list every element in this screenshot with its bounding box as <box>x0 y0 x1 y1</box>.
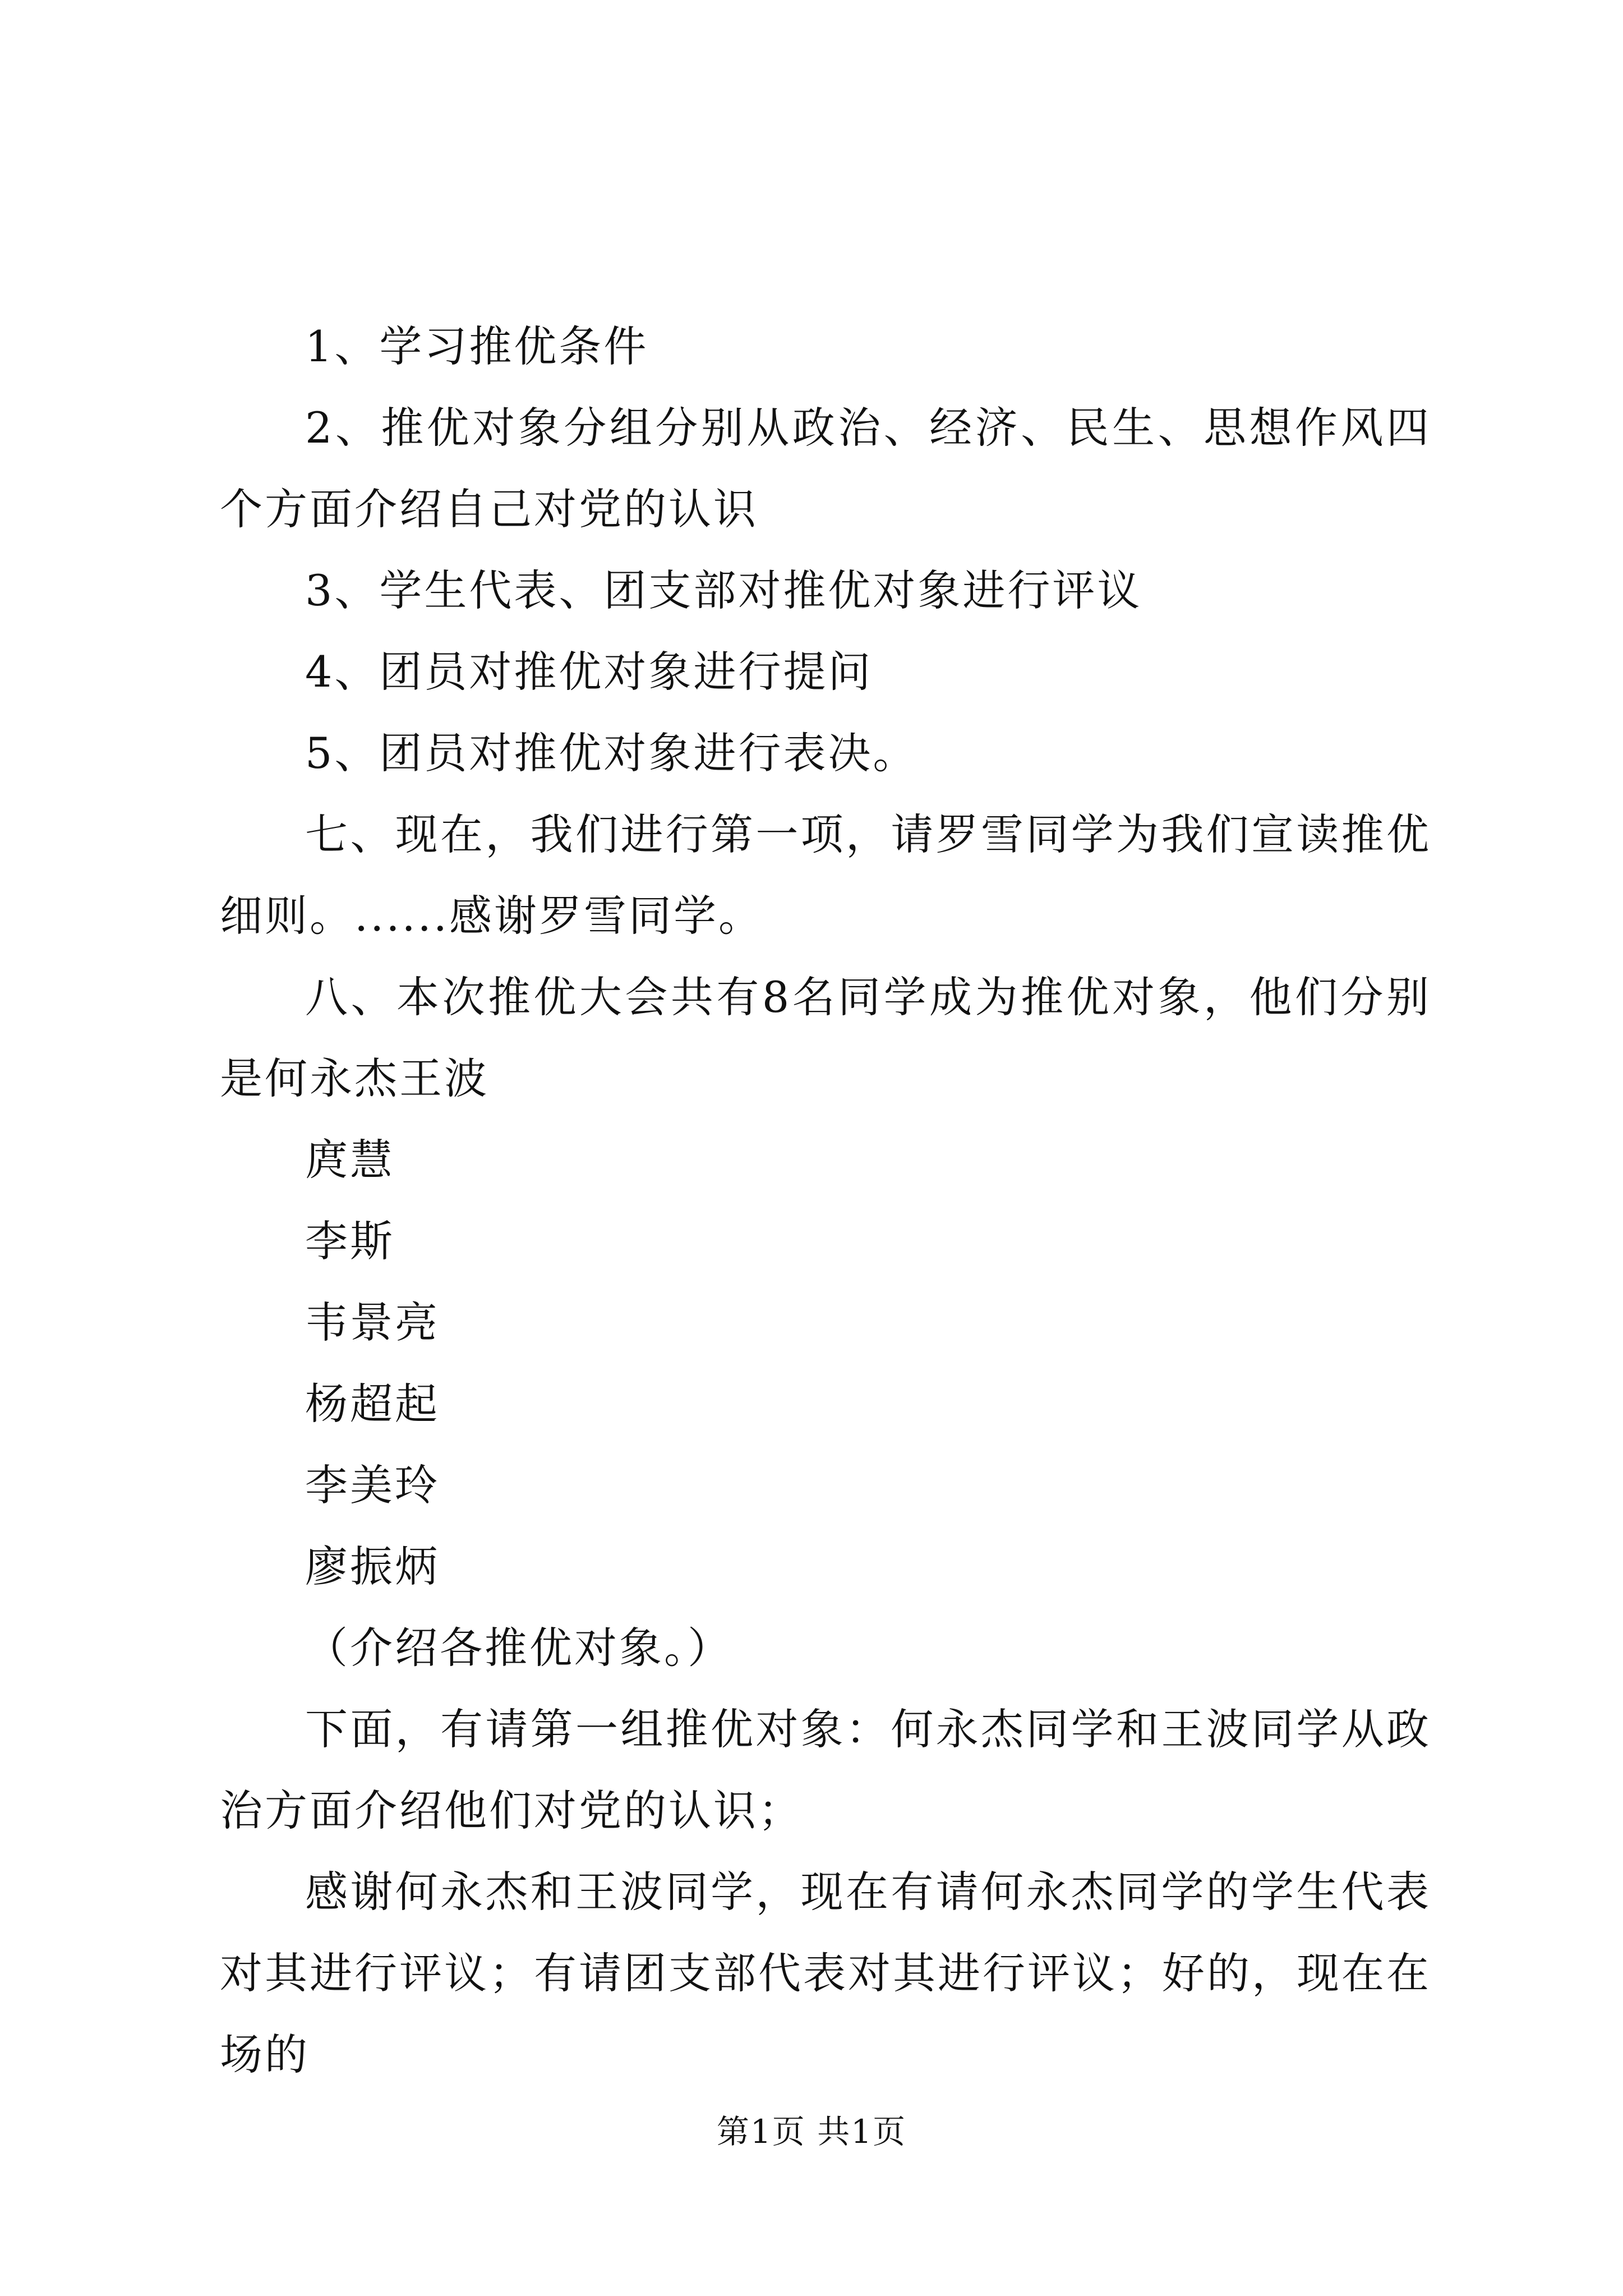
name-item: 杨超起 <box>305 1379 440 1429</box>
paragraph-3: 3、学生代表、团支部对推优对象进行评议 <box>305 565 1142 615</box>
paragraph-2: 2、推优对象分组分别从政治、经济、民生、思想作风四个方面介绍自己对党的认识 <box>220 403 1431 534</box>
paragraph-first-group: 下面，有请第一组推优对象：何永杰同学和王波同学从政治方面介绍他们对党的认识； <box>220 1704 1431 1835</box>
paragraph-introduction-note: （介绍各推优对象。） <box>305 1623 732 1673</box>
name-item: 李美玲 <box>305 1460 440 1510</box>
paragraph-1: 1、学习推优条件 <box>305 321 649 371</box>
paragraph-7: 八、本次推优大会共有8名同学成为推优对象，他们分别是何永杰王波 <box>220 972 1431 1103</box>
document-body <box>220 306 1431 2095</box>
paragraph-6: 七、现在，我们进行第一项，请罗雪同学为我们宣读推优细则。......感谢罗雪同学。 <box>220 809 1431 941</box>
page-number-footer: 第1页 共1页 <box>716 2113 907 2151</box>
paragraph-5: 5、团员对推优对象进行表决。 <box>305 728 918 778</box>
name-item: 李斯 <box>305 1216 395 1266</box>
paragraph-4: 4、团员对推优对象进行提问 <box>305 647 873 697</box>
name-item: 韦景亮 <box>305 1297 440 1347</box>
name-item: 廖振炳 <box>305 1542 440 1591</box>
paragraph-thanks: 感谢何永杰和王波同学，现在有请何永杰同学的学生代表对其进行评议；有请团支部代表对其进行评议；好的，现在在场的 <box>220 1867 1431 2079</box>
name-item: 庹慧 <box>305 1135 395 1185</box>
